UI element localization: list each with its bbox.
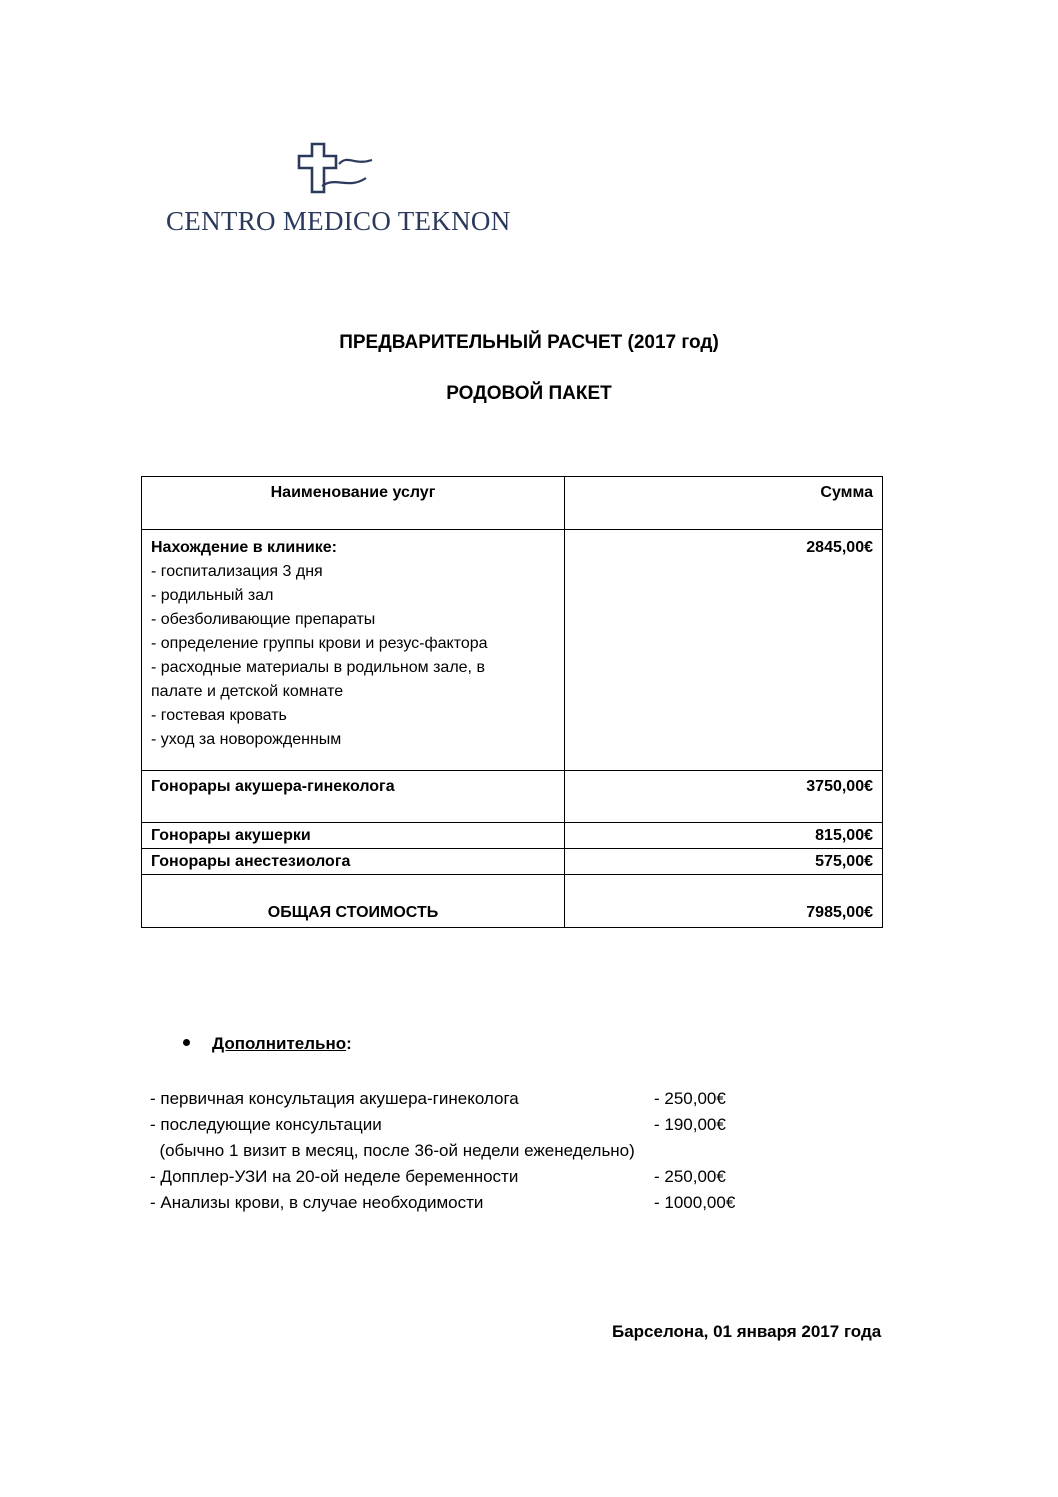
- row-name: Гонорары анестезиолога: [142, 849, 565, 875]
- clinic-logo: [166, 142, 526, 242]
- row-amount: 575,00€: [565, 849, 883, 875]
- stay-item: - гостевая кровать: [151, 707, 287, 724]
- extra-item-price: - 190,00€: [654, 1115, 726, 1134]
- extra-item-price: - 250,00€: [654, 1089, 726, 1108]
- extra-section-heading: [183, 1034, 352, 1054]
- extra-item-label: - Анализы крови, в случае необходимости: [150, 1193, 484, 1212]
- row-name: Гонорары акушера-гинеколога: [142, 771, 565, 823]
- extra-heading-text: Дополнительно: [212, 1034, 347, 1053]
- place-and-date: Барселона, 01 января 2017 года: [612, 1322, 882, 1341]
- header-amount: Сумма: [565, 477, 883, 530]
- stay-amount: 2845,00€: [565, 530, 883, 771]
- logo-text: CENTRO MEDICO TEKNON: [166, 206, 511, 236]
- table-total-row: [142, 875, 883, 928]
- extra-item-price: - 250,00€: [654, 1167, 726, 1186]
- extra-item-label: - первичная консультация акушера-гинеколога: [150, 1089, 519, 1108]
- bullet-icon: [183, 1039, 190, 1046]
- document-subtitle: РОДОВОЙ ПАКЕТ: [446, 383, 612, 404]
- row-amount: 3750,00€: [565, 771, 883, 823]
- stay-item: - родильный зал: [151, 587, 274, 604]
- table-row: [142, 530, 883, 771]
- extra-item-label: - Допплер-УЗИ на 20-ой неделе беременности: [150, 1167, 519, 1186]
- stay-item: - госпитализация 3 дня: [151, 563, 323, 580]
- stay-item: - уход за новорожденным: [151, 731, 342, 748]
- extra-item-note: (обычно 1 визит в месяц, после 36-ой недели еженедельно): [150, 1141, 635, 1160]
- document-title: ПРЕДВАРИТЕЛЬНЫЙ РАСЧЕТ (2017 год): [339, 332, 719, 353]
- header-service-name: Наименование услуг: [142, 477, 565, 530]
- stay-title: Нахождение в клинике:: [151, 539, 337, 556]
- total-amount: 7985,00€: [565, 875, 883, 928]
- stay-item: - обезболивающие препараты: [151, 611, 376, 628]
- services-table: [141, 476, 883, 928]
- table-row: [142, 771, 883, 823]
- stay-item: - расходные материалы в родильном зале, в: [151, 659, 485, 676]
- stay-cell: [142, 530, 565, 771]
- extra-heading-colon: :: [346, 1034, 352, 1053]
- extra-item-label: - последующие консультации: [150, 1115, 382, 1134]
- extra-item-price: - 1000,00€: [654, 1193, 736, 1212]
- row-amount: 815,00€: [565, 823, 883, 849]
- stay-item: палате и детской комнате: [151, 683, 344, 700]
- table-row: [142, 849, 883, 875]
- total-label: ОБЩАЯ СТОИМОСТЬ: [142, 875, 565, 928]
- table-row: [142, 823, 883, 849]
- row-name: Гонорары акушерки: [142, 823, 565, 849]
- cross-with-waves-logo-icon: [296, 142, 376, 194]
- stay-item: - определение группы крови и резус-фактора: [151, 635, 488, 652]
- table-header-row: [142, 477, 883, 530]
